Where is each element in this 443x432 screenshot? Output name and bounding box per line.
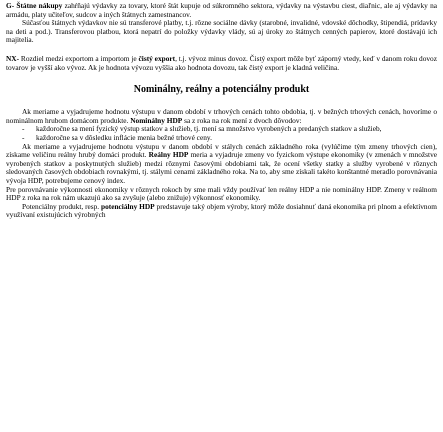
document-page [6, 2, 437, 220]
term-nx: NX- [6, 53, 21, 63]
dash-bullet: - [22, 124, 25, 134]
nominal-text-2: sa z roka na rok mení z dvoch dôvodov: [182, 115, 302, 125]
paragraph-real-gdp [6, 143, 437, 186]
list-item [22, 134, 437, 143]
paragraph-comparison: Pre porovnávanie výkonnosti ekonomiky v rôznych rokoch by sme mali vždy používať len reálny HDP a nie nominálny HDP. Zmeny v reálnom HDP z roka na rok nám ukazujú ako sa zvyšuje (alebo znižuje) výkonnosť ekonomiky. [6, 184, 437, 203]
government-purchases-text: zahŕňajú výdavky za tovary, ktoré štát kupuje od súkromného sektora, výdavky na výstavbu ciest, diaľnic, ale aj výdavky na armádu, platy učiteľov, sudcov a iných štátnych zamestnancov. [6, 1, 437, 19]
potential-text-1: Potenciálny produkt, resp. [22, 201, 101, 211]
term-real-gdp: Reálny HDP [148, 150, 189, 160]
list-item-text: každoročne sa v dôsledku inflácie menia bežné trhové ceny. [36, 132, 212, 142]
term-nominal-gdp: Nominálny HDP [130, 115, 183, 125]
net-export-text-2: , t.j. vývoz minus dovoz. Čistý export môže byť záporný vtedy, keď v danom roku dovoz tovarov je vyšší ako vývoz. Ak je hodnota vývozu vyššia ako hodnota dovozu, tak čistý export je kladná veličina. [6, 53, 437, 72]
real-text-1: Ak meriame a vyjadrujeme hodnotu výstupu v danom období v stálych cenách základného roka (vylúčime tým zmeny trhových cien), získame veličinu reálny hrubý domáci produkt. [6, 141, 437, 160]
potential-text-2: predstavuje taký objem výroby, ktorý môže dosiahnuť daná ekonomika pri plnom a efektívnom využívaní existujúcich výrobných [6, 201, 437, 220]
term-government-purchases: G- Štátne nákupy [6, 1, 63, 10]
paragraph-nominal-gdp [6, 108, 437, 125]
list-item-text: každoročne sa mení fyzický výstup statkov a služieb, tj. mení sa množstvo vyrobených a predaných statkov a služieb, [36, 124, 382, 134]
term-net-export: čistý export [138, 53, 176, 63]
nominal-text-1: Ak meriame a vyjadrujeme hodnotu výstupu v danom období v trhových cenách tohto obdobia, tj. v bežných trhových cenách, hovoríme o nominálnom hrubom domácom produkte. [6, 107, 437, 125]
paragraph-transfer-payments: Súčasťou štátnych výdavkov nie sú transferové platby, t.j. rôzne sociálne dávky (starobné, invalidné, vdovské dôchodky, štipendiá, prídavky na deti a pod.). Transferovou platbou, ktorá nepatrí do položky výdavky vlády, sú aj úroky zo štátnych cenných papierov, ktoré dostávajú ich majitelia. [6, 18, 437, 45]
section-heading: Nominálny, reálny a potenciálny produkt [133, 84, 310, 96]
term-potential-gdp: potenciálny HDP [101, 201, 155, 211]
paragraph-potential-gdp [6, 203, 437, 220]
paragraph-net-export [6, 55, 437, 72]
reasons-list [6, 125, 437, 142]
net-export-text-1: Rozdiel medzi exportom a importom je [20, 53, 139, 63]
paragraph-government-purchases [6, 2, 437, 19]
real-text-2: meria a vyjadruje zmeny vo fyzickom výstupe ekonomiky (v zmenách v množstve vyrobených statkov a poskytnutých služieb) medzi rôznymi časovými obdobiami tak, že ocení všetky statky a služby vyrobené v rôznych sledovaných časových obdobiach rovnakými, tj. stálymi cenami základného roka. Na to, aby sme získali takéto konštantné meradlo porovnávania vývoja HDP, potrebujeme cenový index. [6, 150, 438, 185]
dash-bullet: - [22, 132, 25, 142]
